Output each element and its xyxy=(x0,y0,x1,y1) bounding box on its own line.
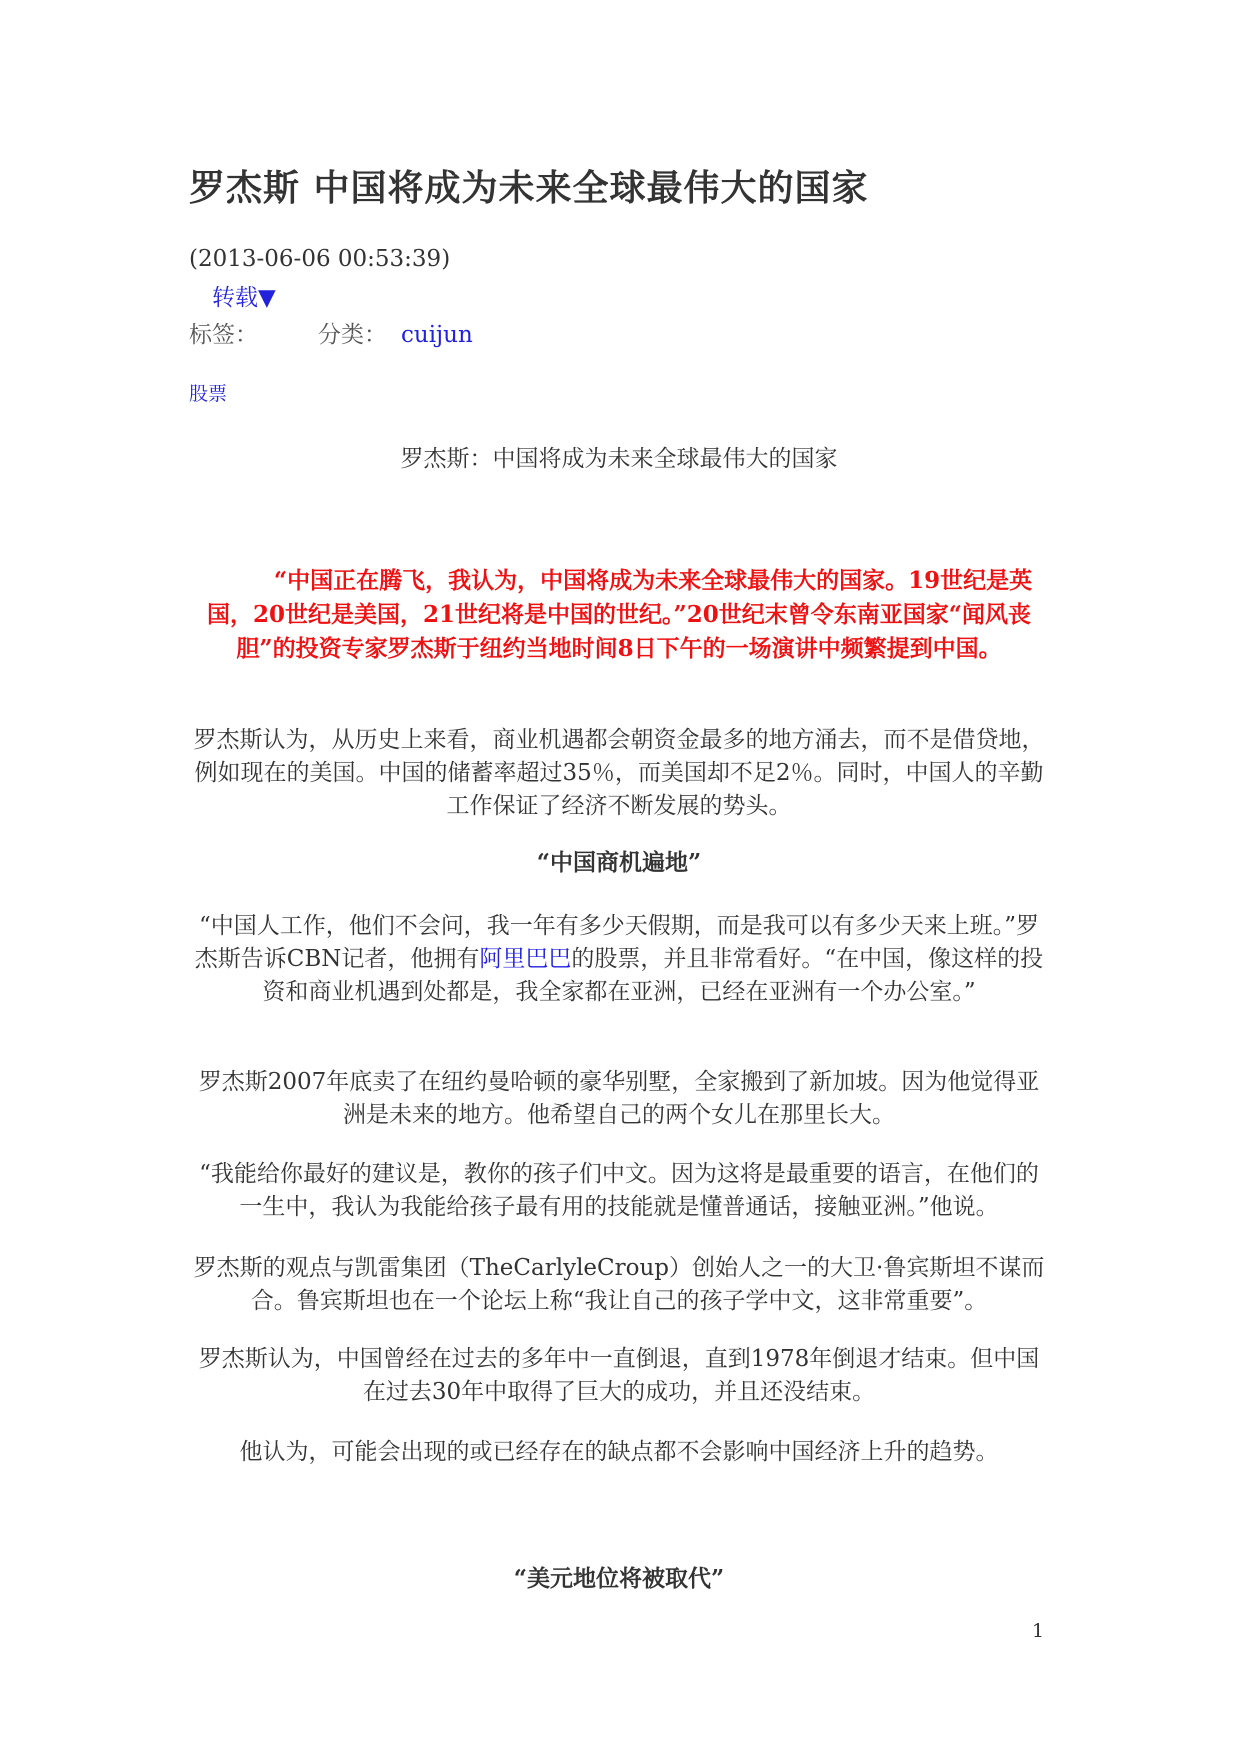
post-datetime: (2013-06-06 00:53:39) xyxy=(189,246,451,272)
category-label: 分类： xyxy=(318,322,387,348)
category-link[interactable]: cuijun xyxy=(401,322,473,348)
paragraph-4: “我能给你最好的建议是，教你的孩子们中文。因为这将是最重要的语言，在他们的一生中，我认为我能给孩子最有用的技能就是懂普通话，接触亚洲。”他说。 xyxy=(199,1161,1039,1220)
paragraph-2 xyxy=(189,910,1049,1009)
lead-text: “中国正在腾飞，我认为，中国将成为未来全球最伟大的国家。19世纪是英国，20世纪是美国，21世纪将是中国的世纪。”20世纪末曾令东南亚国家“闻风丧胆”的投资专家罗杰斯于纽约当地时间8日下午的一场演讲中频繁提到中国。 xyxy=(207,567,1033,662)
page-number: 1 xyxy=(1032,1620,1045,1642)
paragraph-2-text-b: 的股票，并且非常看好。“在中国，像这样的投资和商业机遇到处都是，我全家都在亚洲，已经在亚洲有一个办公室。” xyxy=(262,946,1044,1005)
section-heading-2: “美元地位将被取代” xyxy=(513,1565,725,1592)
paragraph-3: 罗杰斯2007年底卖了在纽约曼哈顿的豪华别墅，全家搬到了新加坡。因为他觉得亚洲是未来的地方。他希望自己的两个女儿在那里长大。 xyxy=(198,1069,1040,1128)
tag-link-stock[interactable]: 股票 xyxy=(189,383,228,405)
repost-link[interactable]: 转载▼ xyxy=(212,285,276,311)
article-subtitle: 罗杰斯：中国将成为未来全球最伟大的国家 xyxy=(400,446,838,472)
article-title: 罗杰斯 中国将成为未来全球最伟大的国家 xyxy=(189,168,869,209)
tags-label: 标签： xyxy=(189,322,258,348)
paragraph-2-text-a: “中国人工作，他们不会问，我一年有多少天假期，而是我可以有多少天来上班。”罗杰斯告诉CBN记者，他拥有 xyxy=(194,913,1040,972)
lead-paragraph xyxy=(189,564,1049,666)
paragraph-1: 罗杰斯认为，从历史上来看，商业机遇都会朝资金最多的地方涌去，而不是借贷地，例如现在的美国。中国的储蓄率超过35％，而美国却不足2％。同时，中国人的辛勤工作保证了经济不断发展的势头。 xyxy=(193,727,1045,819)
paragraph-7: 他认为，可能会出现的或已经存在的缺点都不会影响中国经济上升的趋势。 xyxy=(239,1439,999,1465)
alibaba-link[interactable]: 阿里巴巴 xyxy=(479,946,572,972)
paragraph-5: 罗杰斯的观点与凯雷集团（TheCarlyleCroup）创始人之一的大卫·鲁宾斯坦不谋而合。鲁宾斯坦也在一个论坛上称“我让自己的孩子学中文，这非常重要”。 xyxy=(193,1255,1045,1314)
meta-row xyxy=(189,316,473,349)
paragraph-6: 罗杰斯认为，中国曾经在过去的多年中一直倒退，直到1978年倒退才结束。但中国在过去30年中取得了巨大的成功，并且还没结束。 xyxy=(198,1346,1040,1405)
section-heading-1: “中国商机遍地” xyxy=(536,849,702,876)
